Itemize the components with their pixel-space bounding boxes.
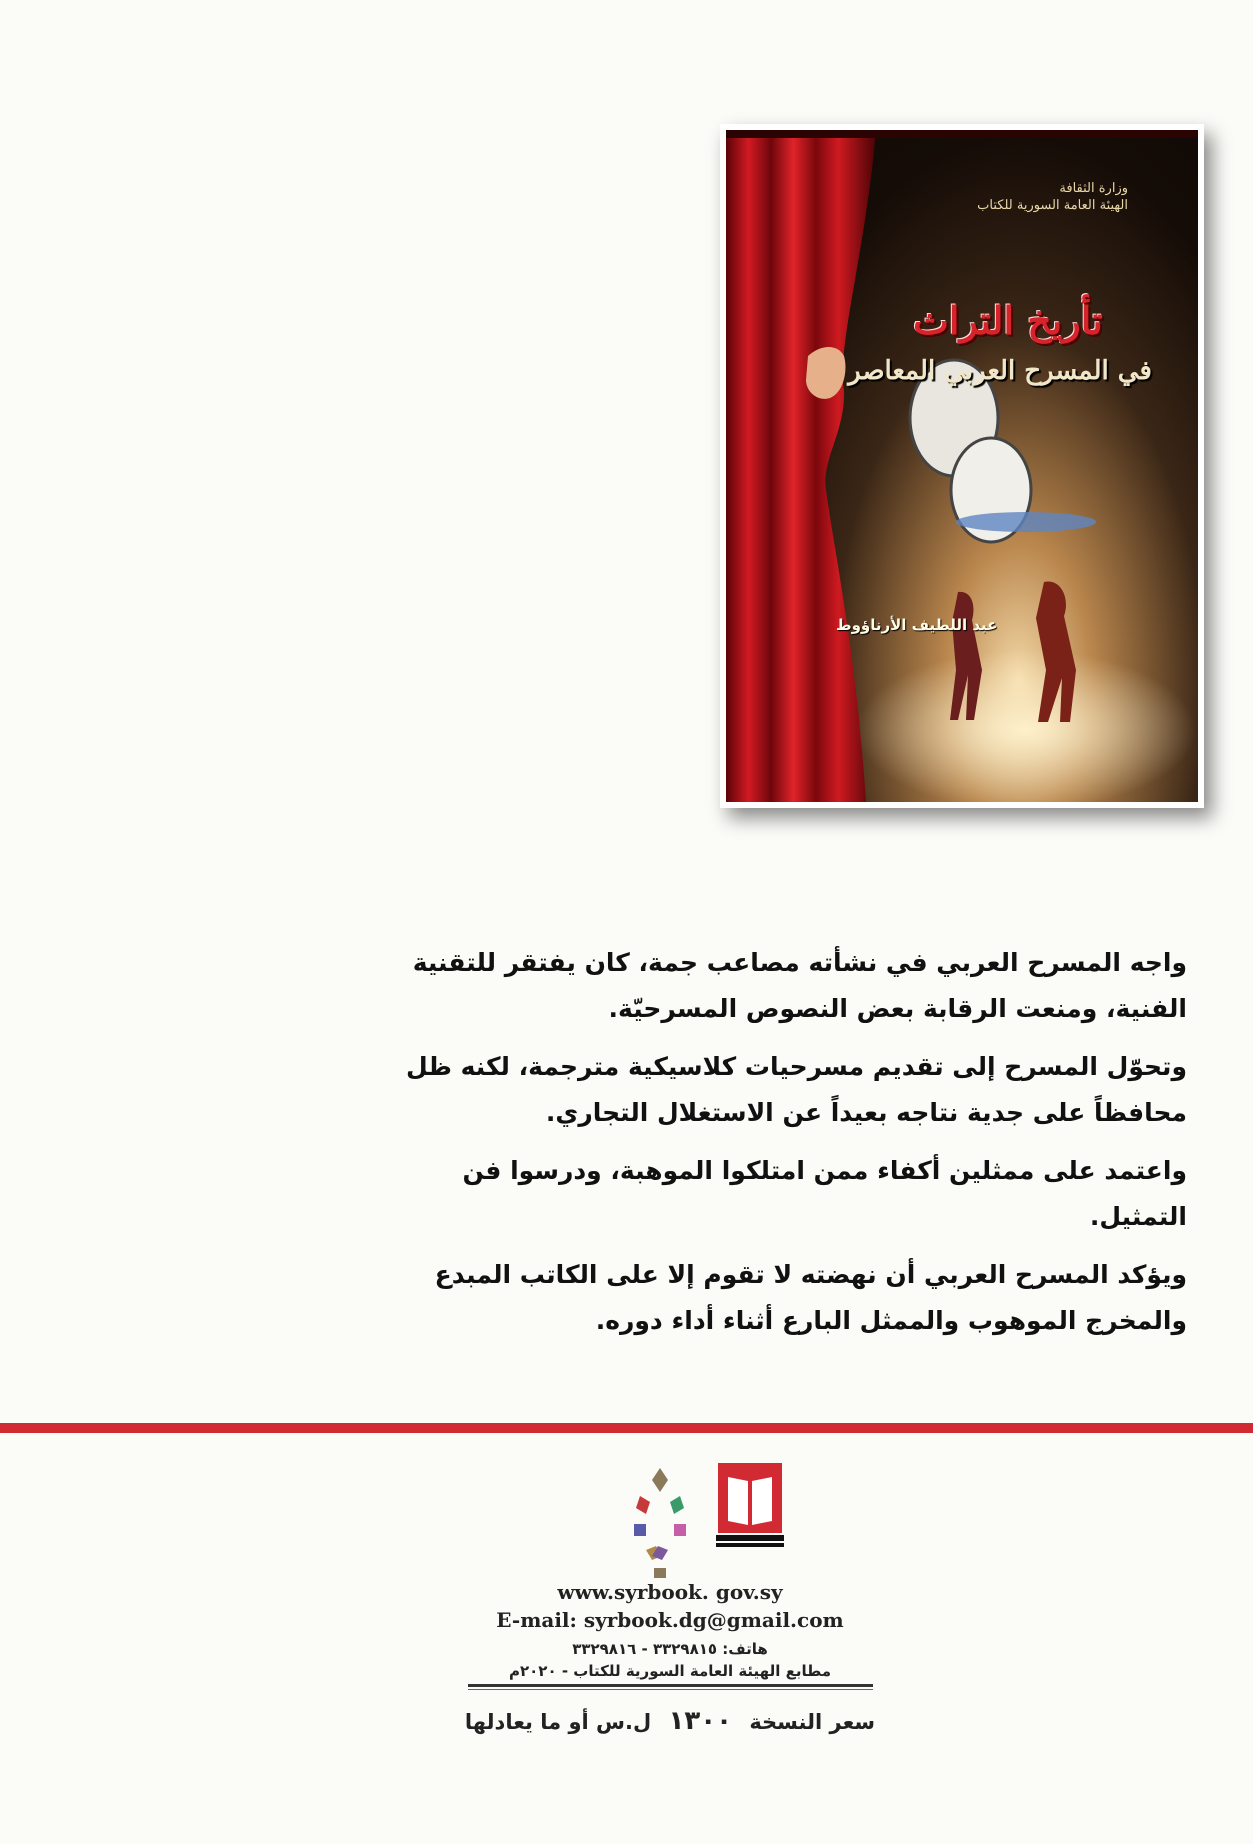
- price-divider-thin: [468, 1689, 873, 1690]
- cover-subtitle: في المسرح العربي المعاصر: [848, 356, 1152, 386]
- blurb-paragraph: وتحوّل المسرح إلى تقديم مسرحيات كلاسيكية مترجمة، لكنه ظل محافظاً على جدية نتاجه بعيداً عن الاستغلال التجاري.: [406, 1052, 1187, 1127]
- red-divider-rule: [0, 1423, 1253, 1433]
- cover-author: عبد اللطيف الأرناؤوط: [836, 616, 998, 634]
- cover-publisher-line1: وزارة الثقافة: [1059, 181, 1128, 196]
- cover-publisher-mark: [977, 180, 1128, 214]
- blurb-paragraph: واعتمد على ممثلين أكفاء ممن امتلكوا الموهبة، ودرسوا فن التمثيل.: [462, 1156, 1187, 1231]
- price-value: ١٣٠٠: [668, 1706, 732, 1736]
- blurb-paragraph: ويؤكد المسرح العربي أن نهضته لا تقوم إلا على الكاتب المبدع والمخرج الموهوب والممثل البارع أثناء أداء دوره.: [434, 1260, 1187, 1335]
- printer-line: مطابع الهيئة العامة السورية للكتاب - ٢٠٢٠م: [509, 1662, 831, 1680]
- open-book-icon: [716, 1463, 784, 1547]
- price-divider: [468, 1684, 873, 1687]
- email-link[interactable]: E-mail: syrbook.dg@gmail.com: [496, 1608, 844, 1632]
- red-curtain: [726, 130, 876, 802]
- phone-number: هاتف: ٣٣٢٩٨١٥ - ٣٣٢٩٨١٦: [572, 1640, 768, 1658]
- book-cover-image: [726, 130, 1198, 802]
- footer-contact: [470, 1578, 870, 1682]
- cover-title: تأريخ التراث: [913, 298, 1103, 343]
- back-cover-blurb: [400, 940, 1187, 1344]
- publisher-logos: [540, 1458, 790, 1578]
- price-currency: ل.س أو ما يعادلها: [464, 1710, 652, 1734]
- website-link[interactable]: www.syrbook. gov.sy: [557, 1580, 783, 1604]
- price-label: سعر النسخة: [749, 1710, 876, 1734]
- price-line: [460, 1706, 880, 1736]
- stage-light: [856, 650, 1196, 802]
- cover-artwork: [726, 130, 1198, 802]
- cover-publisher-line2: الهيئة العامة السورية للكتاب: [977, 198, 1128, 213]
- blurb-paragraph: واجه المسرح العربي في نشأته مصاعب جمة، كان يفتقر للتقنية الفنية، ومنعت الرقابة بعض النصوص المسرحيّة.: [412, 948, 1187, 1023]
- mask-reflection: [956, 512, 1096, 532]
- book-cover-thumbnail: [720, 124, 1204, 808]
- culture-emblem-icon: [634, 1468, 686, 1578]
